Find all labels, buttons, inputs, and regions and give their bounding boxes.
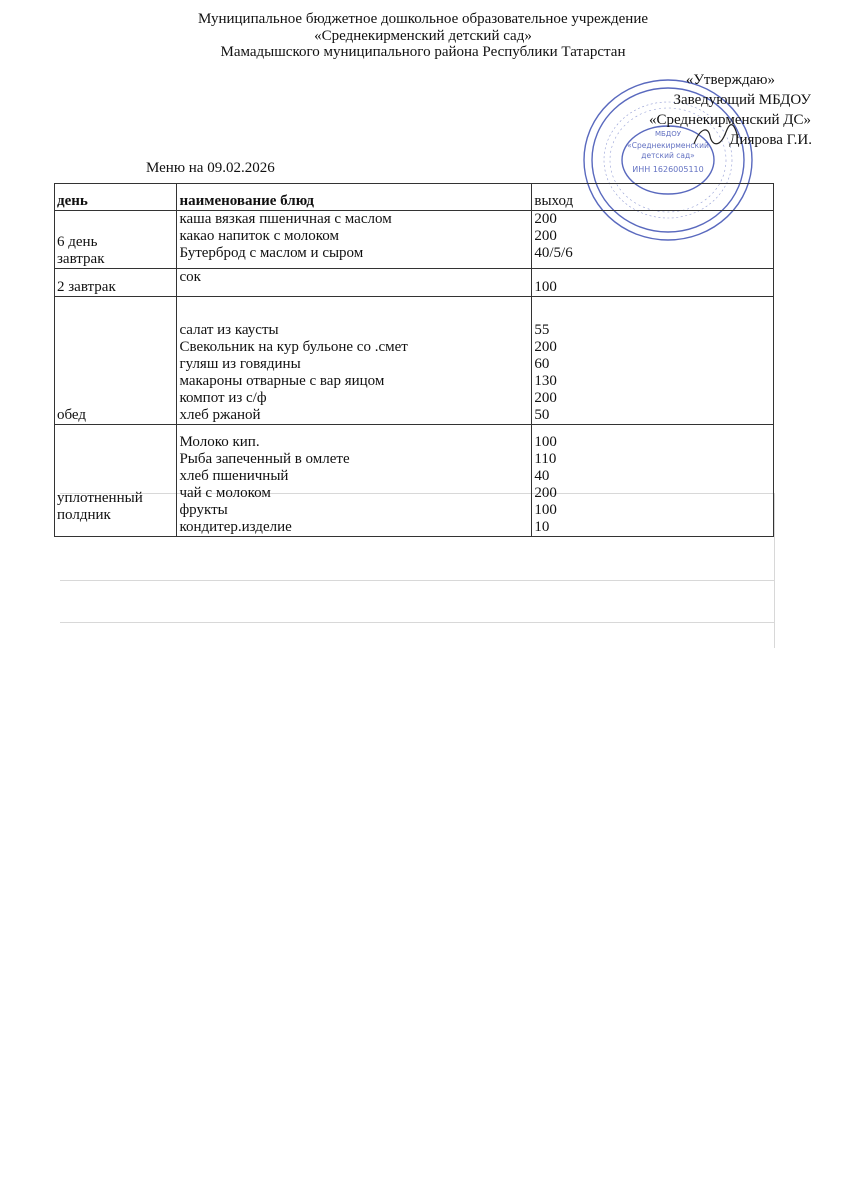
yield-item: 100: [534, 502, 557, 518]
yield-item: 60: [534, 356, 550, 372]
yield-item: 55: [534, 322, 550, 338]
approval-position: Заведующий МБДОУ: [673, 92, 811, 108]
signature: [690, 122, 740, 150]
menu-title: Меню на 09.02.2026: [146, 160, 275, 176]
dishes-cell: [177, 269, 532, 297]
dish-item: кондитер.изделие: [179, 519, 292, 535]
meal-cell: [55, 425, 177, 537]
meal-name: завтрак: [57, 251, 105, 267]
meal-name: 2 завтрак: [57, 279, 116, 295]
dish-item: хлеб пшеничный: [179, 468, 289, 484]
approval-title: «Утверждаю»: [685, 72, 775, 88]
table-row: [55, 269, 774, 297]
yield-item: 100: [534, 279, 557, 295]
bleed-through-line: [774, 493, 775, 648]
yield-item: 40: [534, 468, 550, 484]
yield-item: 40/5/6: [534, 245, 573, 261]
dish-item: хлеб ржаной: [179, 407, 261, 423]
yields-cell: [532, 211, 774, 269]
bleed-through-line: [60, 622, 775, 623]
institution-name: «Среднекирменский детский сад»: [314, 28, 532, 44]
yield-item: 110: [534, 451, 557, 467]
dish-item: чай с молоком: [179, 485, 271, 501]
approval-signatory: Диярова Г.И.: [729, 132, 812, 148]
header-yield: выход: [532, 184, 774, 211]
yield-item: 200: [534, 228, 557, 244]
institution-district: Мамадышского муниципального района Республики Татарстан: [220, 44, 626, 60]
yield-item: 10: [534, 519, 550, 535]
yields-cell: [532, 269, 774, 297]
dish-item: салат из каусты: [179, 322, 279, 338]
dish-item: макароны отварные с вар яицом: [179, 373, 385, 389]
dish-item: Свекольник на кур бульоне со .смет: [179, 339, 408, 355]
dish-item: Рыба запеченный в омлете: [179, 451, 350, 467]
yield-item: 200: [534, 390, 557, 406]
meal-cell: [55, 297, 177, 425]
table-header-row: [55, 184, 774, 211]
yield-item: 200: [534, 485, 557, 501]
institution-type: Муниципальное бюджетное дошкольное образовательное учреждение: [198, 11, 648, 27]
dish-item: какао напиток с молоком: [179, 228, 339, 244]
dish-item: сок: [179, 269, 201, 285]
table-row: [55, 425, 774, 537]
stamp-name: «Среднекирменский: [627, 141, 709, 150]
dish-item: компот из с/ф: [179, 390, 267, 406]
meal-day: 6 день: [57, 234, 98, 250]
table-row: [55, 297, 774, 425]
dish-item: Молоко кип.: [179, 434, 260, 450]
dishes-cell: [177, 425, 532, 537]
stamp-org: МБДОУ: [654, 130, 682, 138]
dish-item: Бутерброд с маслом и сыром: [179, 245, 364, 261]
approval-organization: «Среднекирменский ДС»: [648, 112, 811, 128]
dishes-cell: [177, 297, 532, 425]
dish-item: гуляш из говядины: [179, 356, 301, 372]
yield-item: 100: [534, 434, 557, 450]
meal-name: уплотненный: [57, 490, 143, 506]
yields-cell: [532, 425, 774, 537]
header-day: день: [55, 184, 177, 211]
dishes-cell: [177, 211, 532, 269]
meal-name: обед: [57, 407, 87, 423]
yields-cell: [532, 297, 774, 425]
meal-name-2: полдник: [57, 507, 111, 523]
dish-item: фрукты: [179, 502, 228, 518]
header-dish: наименование блюд: [177, 184, 532, 211]
menu-table: [54, 183, 774, 537]
table-row: [55, 211, 774, 269]
yield-item: 130: [534, 373, 557, 389]
yield-item: 200: [534, 339, 557, 355]
stamp-name-2: детский сад»: [641, 151, 695, 160]
stamp-inn: ИНН 1626005110: [632, 165, 704, 174]
yield-item: 50: [534, 407, 550, 423]
dish-item: каша вязкая пшеничная с маслом: [179, 211, 392, 227]
meal-cell: [55, 269, 177, 297]
meal-cell: [55, 211, 177, 269]
yield-item: 200: [534, 211, 557, 227]
bleed-through-line: [60, 580, 775, 581]
